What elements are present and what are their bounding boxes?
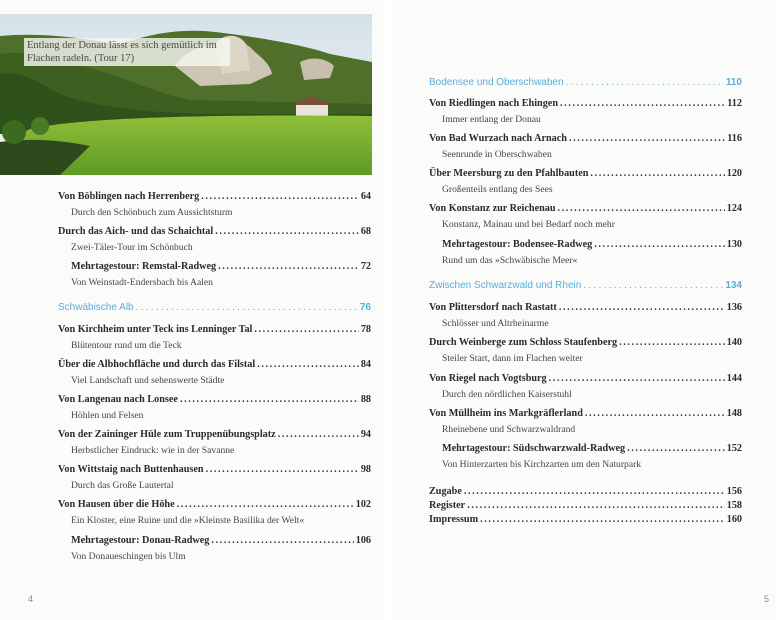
entry-title: Von Müllheim ins Markgräflerland — [429, 408, 583, 419]
dot-leader — [218, 260, 359, 273]
entry-title: Mehrtagestour: Remstal-Radweg — [71, 261, 217, 272]
entry-page-number: 130 — [726, 239, 742, 250]
dot-leader — [560, 97, 725, 110]
tour-entry — [58, 225, 371, 254]
entry-title: Mehrtagestour: Südschwarzwald-Radweg — [442, 443, 626, 454]
tour-entry — [58, 393, 371, 422]
dot-leader — [558, 202, 725, 215]
dot-leader — [549, 372, 725, 385]
entry-title: Durch Weinberge zum Schloss Staufenberg — [429, 337, 618, 348]
left-page — [0, 0, 384, 620]
dot-leader — [583, 279, 723, 292]
multi-day-tour-entry — [58, 260, 371, 289]
toc-line — [429, 301, 742, 314]
multi-day-tour-entry — [429, 238, 742, 267]
entry-page-number: 140 — [726, 337, 742, 348]
entry-subtitle: Rund um das »Schwäbische Meer« — [442, 255, 578, 266]
entry-page-number: 78 — [360, 324, 371, 335]
section-heading — [429, 279, 742, 292]
entry-title: Von der Zaininger Hüle zum Truppenübungsplatz — [58, 429, 276, 440]
dot-leader — [566, 76, 724, 89]
toc-line — [58, 225, 371, 238]
entry-page-number: 152 — [726, 443, 742, 454]
entry-title: Von Langenau nach Lonsee — [58, 394, 178, 405]
tour-entry — [429, 132, 742, 161]
multi-day-tour-entry — [58, 534, 371, 563]
dot-leader — [177, 498, 354, 511]
dot-leader — [211, 534, 353, 547]
entry-title: Von Böblingen nach Herrenberg — [58, 191, 200, 202]
entry-subtitle: Von Weinstadt-Endersbach bis Aalen — [71, 277, 213, 288]
tour-entry — [429, 336, 742, 365]
entry-subtitle: Großenteils entlang des Sees — [442, 184, 553, 195]
toc-line — [58, 498, 371, 511]
entry-page-number: 102 — [355, 499, 371, 510]
entry-title: Von Hausen über die Höhe — [58, 499, 175, 510]
entry-subtitle: Viel Landschaft und sehenswerte Städte — [71, 375, 225, 386]
entry-title: Impressum — [429, 514, 479, 525]
entry-subtitle: Konstanz, Mainau und bei Bedarf noch mehr — [442, 219, 615, 230]
toc-line — [429, 132, 742, 145]
entry-page-number: 72 — [360, 261, 371, 272]
dot-leader — [278, 428, 359, 441]
dot-leader — [559, 301, 725, 314]
entry-page-number: 68 — [360, 226, 371, 237]
toc-line — [429, 513, 742, 526]
toc-line — [58, 260, 371, 273]
toc-line — [429, 407, 742, 420]
toc-line — [429, 76, 742, 89]
dot-leader — [594, 238, 724, 251]
dot-leader — [569, 132, 725, 145]
entry-subtitle: Steiler Start, dann im Flachen weiter — [442, 353, 583, 364]
dot-leader — [257, 358, 359, 371]
toc-line — [429, 167, 742, 180]
entry-page-number: 110 — [725, 77, 742, 88]
toc-line — [429, 499, 742, 512]
right-page — [392, 0, 776, 620]
entry-subtitle: Zwei-Täler-Tour im Schönbuch — [71, 242, 193, 253]
entry-subtitle: Schlösser und Altrheinarme — [442, 318, 549, 329]
toc-line — [58, 428, 371, 441]
entry-page-number: 76 — [359, 302, 371, 313]
entry-subtitle: Ein Kloster, eine Ruine und die »Kleinste Basilika der Welt« — [71, 515, 305, 526]
appendix-entry — [429, 513, 742, 526]
dot-leader — [464, 485, 725, 498]
tour-entry — [58, 428, 371, 457]
entry-page-number: 144 — [726, 373, 742, 384]
tour-entry — [429, 407, 742, 436]
entry-title: Von Riedlingen nach Ehingen — [429, 98, 558, 109]
entry-title: Von Konstanz zur Reichenau — [429, 203, 556, 214]
dot-leader — [180, 393, 359, 406]
entry-page-number: 88 — [360, 394, 371, 405]
entry-title: Von Kirchheim unter Teck ins Lenninger Tal — [58, 324, 253, 335]
entry-page-number: 158 — [726, 500, 742, 511]
page-number-left: 4 — [28, 594, 34, 604]
tour-entry — [58, 358, 371, 387]
toc-line — [58, 534, 371, 547]
entry-title: Von Bad Wurzach nach Arnach — [429, 133, 567, 144]
dot-leader — [215, 225, 359, 238]
toc-line — [58, 358, 371, 371]
entry-subtitle: Immer entlang der Donau — [442, 114, 541, 125]
tour-entry — [429, 372, 742, 401]
tour-entry — [429, 97, 742, 126]
dot-leader — [590, 167, 724, 180]
toc-line — [58, 301, 371, 314]
tour-entry — [429, 202, 742, 231]
entry-page-number: 148 — [726, 408, 742, 419]
dot-leader — [619, 336, 725, 349]
tour-entry — [58, 323, 371, 352]
toc-line — [429, 485, 742, 498]
entry-title: Mehrtagestour: Donau-Radweg — [71, 535, 210, 546]
entry-subtitle: Durch das Große Lautertal — [71, 480, 174, 491]
toc-line — [58, 393, 371, 406]
entry-page-number: 134 — [725, 280, 742, 291]
dot-leader — [627, 442, 725, 455]
entry-title: Schwäbische Alb — [58, 302, 134, 313]
entry-page-number: 64 — [360, 191, 371, 202]
tour-entry — [429, 167, 742, 196]
entry-page-number: 84 — [360, 359, 371, 370]
entry-subtitle: Von Hinterzarten bis Kirchzarten um den Naturpark — [442, 459, 642, 470]
tour-entry — [429, 301, 742, 330]
dot-leader — [585, 407, 725, 420]
toc-line — [58, 323, 371, 336]
dot-leader — [480, 513, 725, 526]
entry-page-number: 120 — [726, 168, 742, 179]
dot-leader — [201, 190, 359, 203]
dot-leader — [254, 323, 358, 336]
entry-subtitle: Seenrunde in Oberschwaben — [442, 149, 552, 160]
entry-title: Über die Albhochfläche und durch das Filstal — [58, 359, 256, 370]
toc-line — [429, 202, 742, 215]
tour-entry — [58, 190, 371, 219]
toc-line — [58, 463, 371, 476]
section-heading — [429, 76, 742, 89]
entry-page-number: 160 — [726, 514, 742, 525]
entry-subtitle: Rheinebene und Schwarzwaldrand — [442, 424, 576, 435]
entry-title: Bodensee und Oberschwaben — [429, 77, 564, 88]
toc-line — [429, 279, 742, 292]
toc-line — [429, 442, 742, 455]
entry-subtitle: Durch den nördlichen Kaiserstuhl — [442, 389, 572, 400]
dot-leader — [136, 301, 358, 314]
entry-title: Register — [429, 500, 466, 511]
tour-entry — [58, 463, 371, 492]
entry-subtitle: Blütentour rund um die Teck — [71, 340, 182, 351]
page-number-right: 5 — [764, 594, 770, 604]
section-heading — [58, 301, 371, 314]
entry-title: Durch das Aich- und das Schaichtal — [58, 226, 214, 237]
toc-line — [429, 336, 742, 349]
entry-page-number: 136 — [726, 302, 742, 313]
entry-title: Zwischen Schwarzwald und Rhein — [429, 280, 582, 291]
dot-leader — [206, 463, 359, 476]
entry-title: Über Meersburg zu den Pfahlbauten — [429, 168, 589, 179]
appendix-entry — [429, 499, 742, 512]
entry-subtitle: Durch den Schönbuch zum Aussichtsturm — [71, 207, 233, 218]
entry-page-number: 106 — [355, 535, 371, 546]
toc-line — [429, 97, 742, 110]
entry-page-number: 124 — [726, 203, 742, 214]
toc-line — [429, 238, 742, 251]
entry-title: Von Riegel nach Vogtsburg — [429, 373, 547, 384]
entry-subtitle: Höhlen und Felsen — [71, 410, 144, 421]
photo-caption: Entlang der Donau lässt es sich gemütlich im Flachen radeln. (Tour 17) — [24, 38, 230, 66]
toc-line — [429, 372, 742, 385]
entry-page-number: 94 — [360, 429, 371, 440]
tour-entry — [58, 498, 371, 527]
dot-leader — [467, 499, 725, 512]
entry-title: Mehrtagestour: Bodensee-Radweg — [442, 239, 593, 250]
entry-subtitle: Herbstlicher Eindruck: wie in der Savanne — [71, 445, 235, 456]
entry-page-number: 116 — [727, 133, 742, 144]
toc-line — [58, 190, 371, 203]
entry-page-number: 156 — [726, 486, 742, 497]
entry-title: Zugabe — [429, 486, 462, 497]
entry-page-number: 112 — [727, 98, 742, 109]
entry-title: Von Wittstaig nach Buttenhausen — [58, 464, 204, 475]
entry-page-number: 98 — [360, 464, 371, 475]
entry-title: Von Plittersdorf nach Rastatt — [429, 302, 557, 313]
multi-day-tour-entry — [429, 442, 742, 471]
entry-subtitle: Von Donaueschingen bis Ulm — [71, 551, 186, 562]
appendix-entry — [429, 485, 742, 498]
